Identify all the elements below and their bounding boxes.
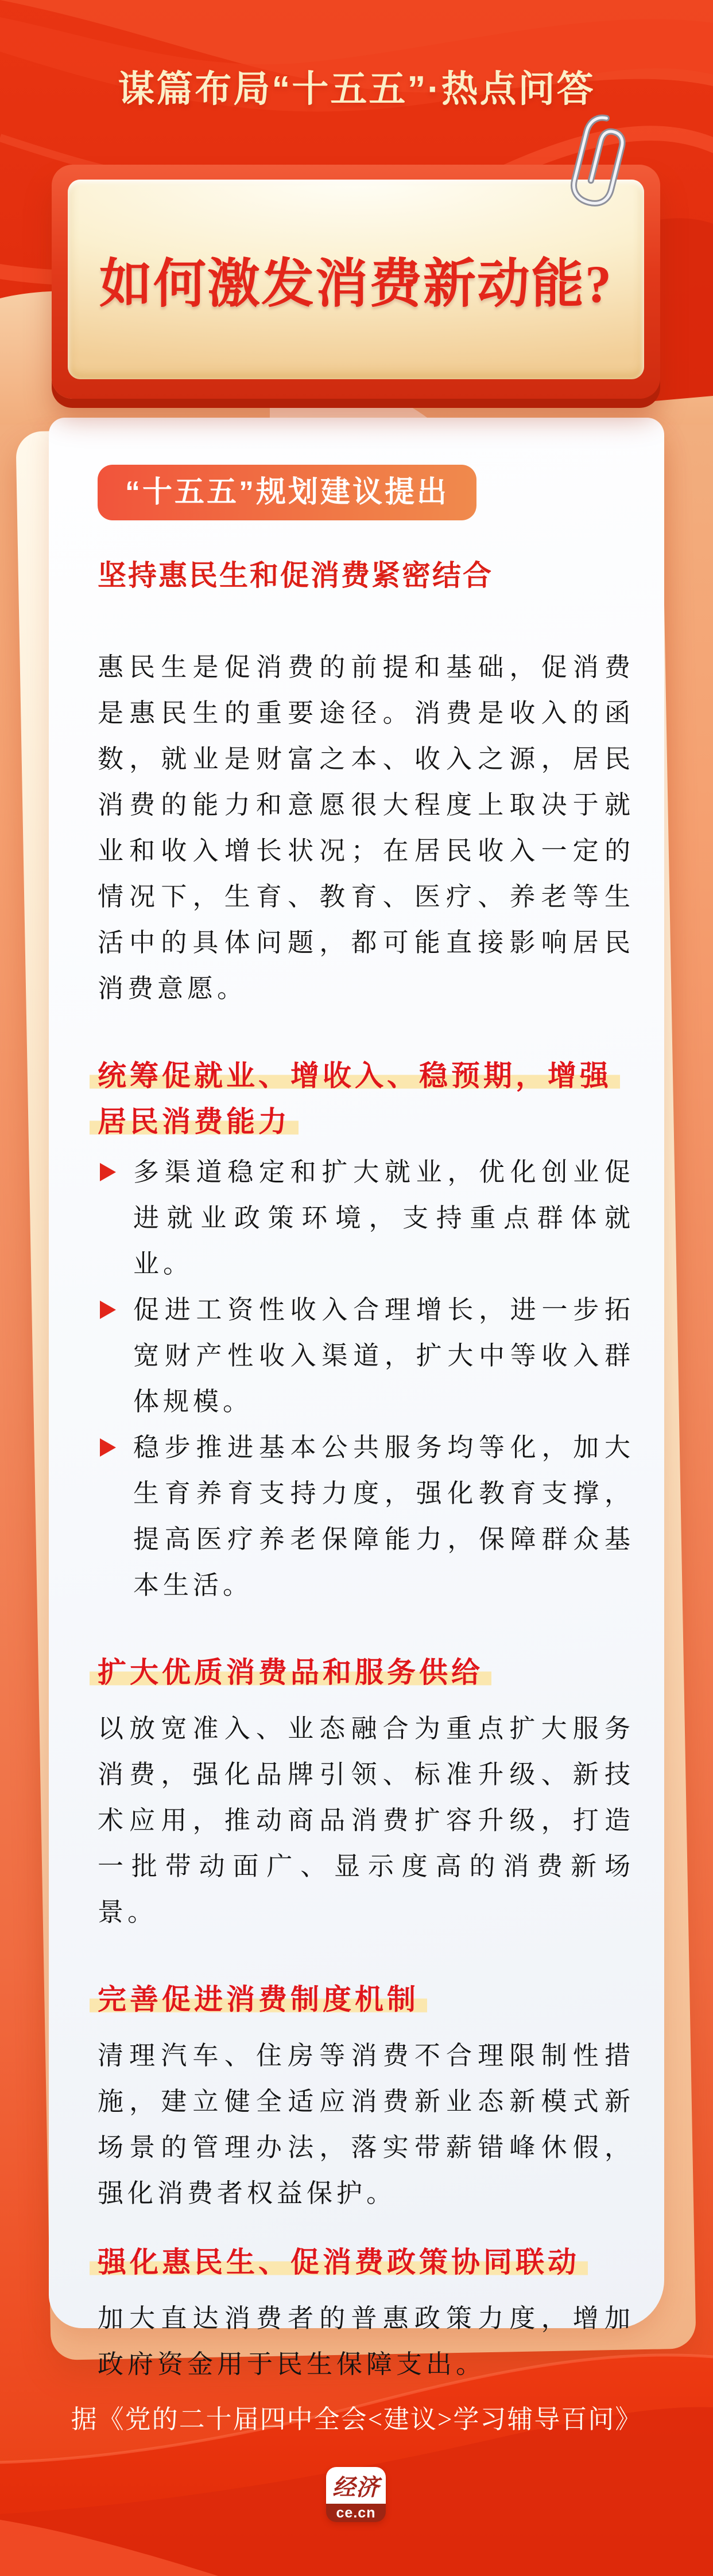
section-heading-4 [98,2239,634,2285]
triangle-arrow-icon [100,1438,116,1457]
section-heading-3-text: 完善促进消费制度机制 [90,1983,427,2015]
section-heading-2-text: 扩大优质消费品和服务供给 [90,1656,491,1688]
intro-paragraph: 惠民生是促消费的前提和基础，促消费是惠民生的重要途径。消费是收入的函数，就业是财富之本、收入之源，居民消费的能力和意愿很大程度上取决于就业和收入增长状况；在居民收入一定的情况下，生育、教育、医疗、养老等生活中的具体问题，都可能直接影响居民消费意愿。 [98,652,634,1003]
ce-logo-characters: 经济 [326,2467,386,2504]
plan-badge: “十五五”规划建议提出 [98,465,476,520]
section-heading-2 [98,1649,634,1695]
bottom-silk-background [0,2312,713,2576]
ce-logo [326,2467,386,2522]
bullet-text: 多渠道稳定和扩大就业，优化创业促进就业政策环境，支持重点群体就业。 [133,1157,634,1278]
bullet-text: 促进工资性收入合理增长，进一步拓宽财产性收入渠道，扩大中等收入群体规模。 [133,1295,634,1416]
section-paragraph-2: 以放宽准入、业态融合为重点扩大服务消费，强化品牌引领、标准升级、新技术应用，推动商品消费扩容升级，打造一批带动面广、显示度高的消费新场景。 [98,1714,634,1927]
triangle-arrow-icon [100,1301,116,1319]
section-heading-1 [98,1053,634,1145]
section-paragraph-4: 加大直达消费者的普惠政策力度，增加政府资金用于民生保障支出。 [98,2303,634,2379]
bullet-text: 稳步推进基本公共服务均等化，加大生育养育支持力度，强化教育支撑，提高医疗养老保障能力，保障群众基本生活。 [133,1433,634,1600]
section-heading-3 [98,1976,634,2022]
section-heading-4-text: 强化惠民生、促消费政策协同联动 [90,2246,588,2278]
section-paragraph-3: 清理汽车、住房等消费不合理限制性措施，建立健全适应消费新业态新模式新场景的管理办法，落实带薪错峰休假，强化消费者权益保护。 [98,2041,634,2208]
main-question: 如何激发消费新动能? [99,255,613,313]
ce-logo-domain: ce.cn [326,2504,386,2522]
question-card-inner [68,180,644,379]
source-citation: 据《党的二十届四中全会<建议>学习辅导百问》 [71,2405,642,2434]
list-item [98,1425,634,1608]
bullet-list [98,1149,634,1608]
section-heading-1-text: 统筹促就业、增收入、稳预期，增强居民消费能力 [90,1060,620,1138]
content-card [49,418,664,2379]
intro-subtitle: 坚持惠民生和促消费紧密结合 [98,559,493,592]
page-title: 谋篇布局“十五五”·热点问答 [118,68,595,110]
list-item [98,1149,634,1287]
list-item [98,1287,634,1425]
triangle-arrow-icon [100,1163,116,1181]
